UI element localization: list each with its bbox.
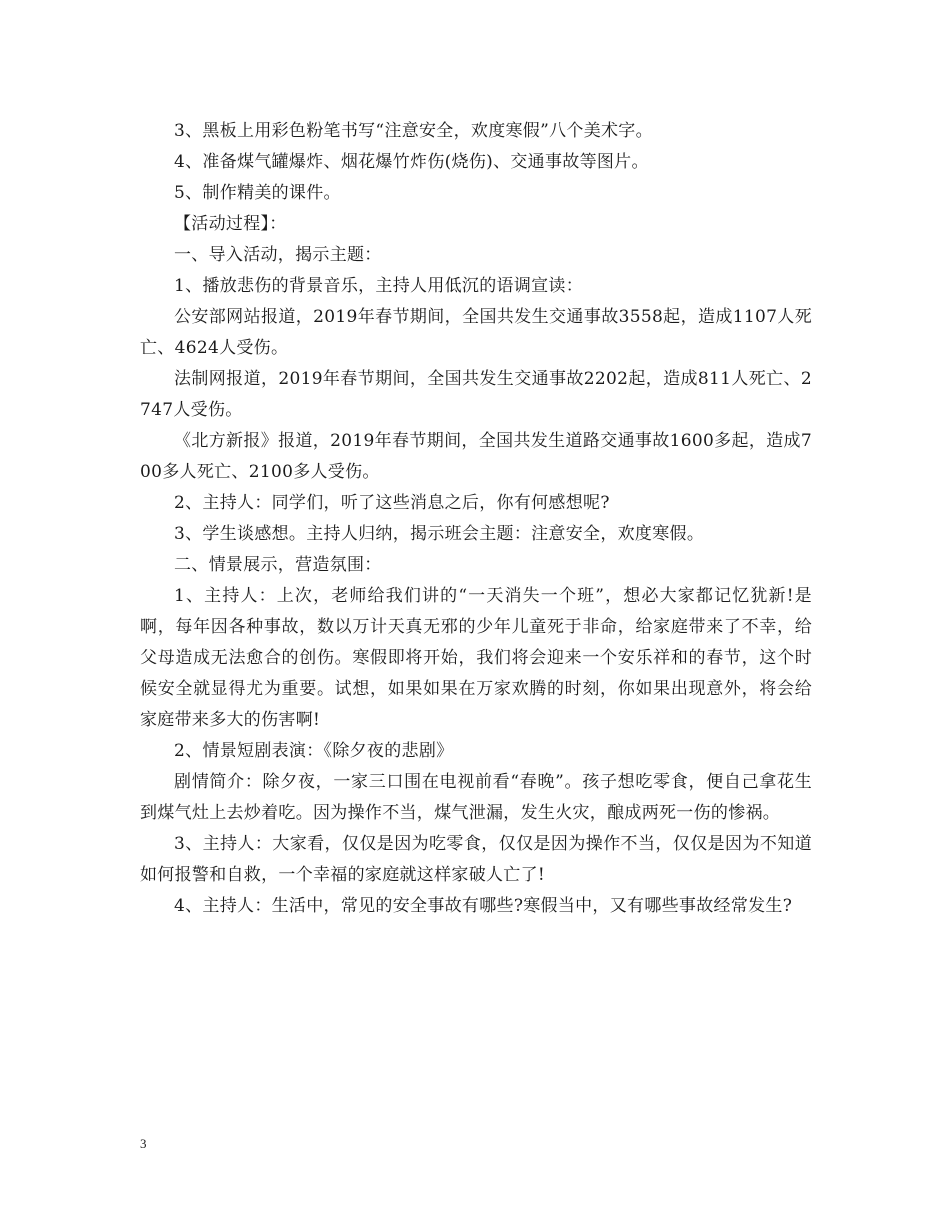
paragraph-background-music: 1、播放悲伤的背景音乐，主持人用低沉的语调宣读： [174,276,584,296]
page-number: 3 [140,1136,147,1151]
paragraph-student-feelings: 3、学生谈感想。主持人归纳，揭示班会主题：注意安全，欢度寒假。 [174,524,705,544]
paragraph-northern-news-report: 《北方新报》报道，2019年春节期间，全国共发生道路交通事故1600多起，造成700多人死亡、2100多人受伤。 [140,431,812,482]
paragraph-legal-report: 法制网报道，2019年春节期间，全国共发生交通事故2202起，造成811人死亡、2747人受伤。 [140,369,812,420]
paragraph-police-report: 公安部网站报道，2019年春节期间，全国共发生交通事故3558起，造成1107人死亡、4624人受伤。 [140,307,812,358]
paragraph-host-speech: 1、主持人：上次，老师给我们讲的“一天消失一个班”，想必大家都记忆犹新!是啊，每年因各种事故，数以万计天真无邪的少年儿童死于非命，给家庭带来了不幸，给父母造成无法愈合的创伤。寒假即将开始，我们将会迎来一个安乐祥和的春节，这个时候安全就显得尤为重要。试想，如果如果在万家欢腾的时刻，你如果出现意外，将会给家庭带来多大的伤害啊! [140,586,812,730]
paragraph-host-reflection: 3、主持人：大家看，仅仅是因为吃零食，仅仅是因为操作不当，仅仅是因为不知道如何报警和自救，一个幸福的家庭就这样家破人亡了! [140,834,812,885]
paragraph-prep-blackboard: 3、黑板上用彩色粉笔书写“注意安全，欢度寒假”八个美术字。 [174,121,653,141]
subheading-scene-display: 二、情景展示，营造氛围： [174,555,382,575]
paragraph-plot-summary: 剧情简介：除夕夜，一家三口围在电视前看“春晚”。孩子想吃零食，便自己拿花生到煤气灶上去炒着吃。因为操作不当，煤气泄漏，发生火灾，酿成两死一伤的惨祸。 [140,772,812,823]
section-heading-activity-process: 【活动过程】： [174,214,287,234]
paragraph-host-accident-question: 4、主持人：生活中，常见的安全事故有哪些?寒假当中，又有哪些事故经常发生? [174,896,793,916]
document-body [140,116,812,922]
paragraph-host-question: 2、主持人：同学们，听了这些消息之后，你有何感想呢? [174,493,610,513]
subheading-introduction: 一、导入活动，揭示主题： [174,245,382,265]
paragraph-short-play: 2、情景短剧表演：《除夕夜的悲剧》 [174,741,454,761]
paragraph-prep-courseware: 5、制作精美的课件。 [174,183,341,203]
paragraph-prep-pictures: 4、准备煤气罐爆炸、烟花爆竹炸伤(烧伤)、交通事故等图片。 [174,152,649,172]
